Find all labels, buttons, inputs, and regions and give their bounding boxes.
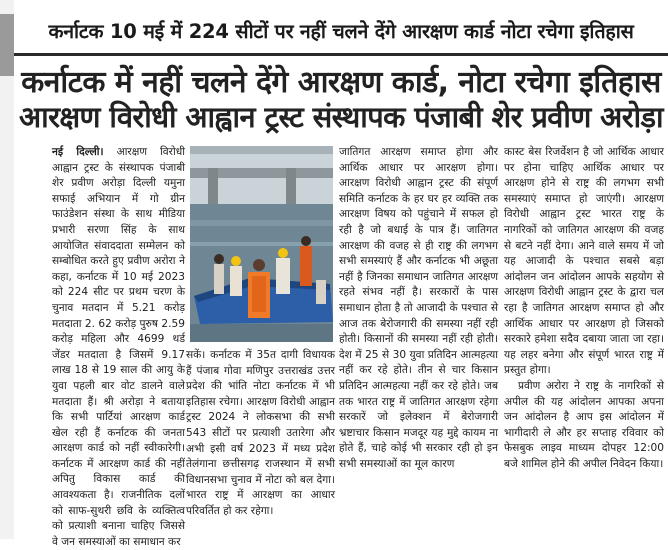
banner-text: कर्नाटक 10 मई में 224 सीटों पर नहीं चलने देंगे आरक्षण कार्ड नोटा रचेगा इतिहास	[48, 20, 634, 43]
article-column-2	[186, 348, 335, 537]
column-4-paragraph-1: कास्ट बेस रिजर्वेशन है जो आर्थिक आधार पर होना चाहिए आर्थिक आधार पर आरक्षण होने से राष्ट्र की लगभग सभी समस्याएं समाप्त हो जाएंगी। आरक्षण विरोधी आह्वान ट्रस्ट भारत राष्ट्र के नागरिकों को जातिगत आरक्षण की वजह से बटने नहीं देगा। आने वाले समय में जो यह आजादी के पश्चात सबसे बड़ा आंदोलन जन आंदोलन आपके सहयोग से आरक्षण विरोधी आह्वान ट्रस्ट के द्वारा चल रहा है जातिगत आरक्षण समाप्त हो और आर्थिक आधार पर आरक्षण हो जिसको सरकारे हमेशा सदैव दबाया जाता जा रहा। यह लहर बनेगा और संपूर्ण भारत राष्ट्र में प्रस्तुत होगा।	[504, 146, 664, 377]
column-3-text: जातिगत आरक्षण समाप्त होगा और आर्थिक आधार पर आरक्षण होगा। आरक्षण विरोधी आह्वान ट्रस्ट की संपूर्ण समिति कर्नाटक के हर घर हर व्यक्ति तक आरक्षण विषय को पहुंचाने में सफल हो रही है जो बधाई के पात्र हैं। जातिगत आरक्षण की वजह से ही राष्ट्र की लगभग सभी समस्याएं हैं और कर्नाटक भी अछूता नहीं है जिनका समाधान जातिगत आरक्षण रहते संभव नहीं है। सरकारों के पास समाधान होता है तो आजादी के पश्चात से आज तक बेरोजगारी की समस्या नहीं रही होती। किसानों की समस्या नहीं रही होती। देश में 25 से 30 युवा प्रतिदिन आत्महत्या नहीं कर रहे होते। तीन से चार किसान प्रतिदिन आत्महत्या नहीं कर रहे होते। जब तक भारत राष्ट्र में जातिगत आरक्षण रहेगा सरकारें जो इलेक्शन में बेरोजगारी भ्रष्टाचार किसान मजदूर यह मुद्दे कायम ना होते हैं, चाहे कोई भी सरकार रही हो इन सभी समस्याओं का मूल कारण	[339, 146, 498, 470]
press-photo	[190, 146, 333, 342]
top-banner	[14, 8, 668, 56]
dateline: नई दिल्ली।	[52, 146, 104, 158]
headline-line-2: आरक्षण विरोधी आह्वान ट्रस्ट संस्थापक पंजाबी शेर प्रवीण अरोड़ा	[19, 100, 663, 134]
page-edge-marker	[0, 14, 14, 76]
column-2-text: सकें। कर्नाटक में 35त दागी विधायक हैं पंजाब गोवा मणिपुर उत्तराखंड उत्तर प्रदेश की भांति नोटा कर्नाटक में भी इतिहास रचेगा। आरक्षण विरोधी आह्वान ट्रस्ट 2024 ने लोकसभा की सभी 543 सीटों पर प्रत्याशी उतारेगा और अभी इसी वर्ष 2023 में मध्य प्रदेश तेलंगाना छत्तीसगढ़ राजस्थान में सभी विधानसभा चुनाव में नोटा को बल देगा। भारत राष्ट्र में आरक्षण का आधार परिवर्तित हो कर रहेगा।	[186, 349, 335, 517]
headline-line-1: कर्नाटक में नहीं चलने देंगे आरक्षण कार्ड, नोटा रचेगा इतिहास	[21, 65, 661, 100]
article-column-4	[504, 145, 664, 537]
page-edge-strip	[0, 0, 14, 539]
column-4-paragraph-2: प्रवीण अरोरा ने राष्ट्र के नागरिकों से अपील की यह आंदोलन आपका अपना जन आंदोलन है आप इस आंदोलन में भागीदारी ले और हर सप्ताह रविवार को फेसबुक लाइव माध्यम दोपहर 12:00 बजे शामिल होने की अपील निवेदन किया।	[504, 379, 664, 470]
press-photo-river-boat-icon	[190, 146, 333, 342]
article-column-1	[52, 145, 185, 548]
article-column-3	[339, 145, 498, 537]
column-1-text: आरक्षण विरोधी आह्वान ट्रस्ट के संस्थापक पंजाबी शेर प्रवीण अरोड़ा दिल्ली यमुना सफाई अभियान में गो ग्रीन फाउंडेशन संस्था के साथ मीडिया प्रभारी सरणा सिंह के साथ आयोजित संवाददाता सम्मेलन को सम्बोधित करते हुए प्रवीण अरोरा ने कहा, कर्नाटक में 10 मई 2023 को 224 सीट पर प्रथम चरण के चुनाव मतदान में 5.21 करोड़ मतदाता 2. 62 करोड़ पुरुष 2.59 करोड़ महिला और 4699 थर्ड जेंडर मतदाता है जिसमें 9.17 लाख 18 से 19 साल की आयु के युवा पहली बार वोट डालने वाले मतदाता हैं। श्री अरोड़ा ने बताया कि सभी पार्टियां आरक्षण कार्ड खेल रही हैं कर्नाटक की जनता आरक्षण कार्ड को नहीं स्वीकारेगी। कर्नाटक में आरक्षण कार्ड की नहीं अपितु विकास कार्ड की आवश्यकता है। राजनीतिक दलों को साफ-सुथरी छवि के व्यक्तित्व को प्रत्याशी बनाना चाहिए जिससे वे जन समस्याओं का समाधान कर	[52, 146, 185, 548]
